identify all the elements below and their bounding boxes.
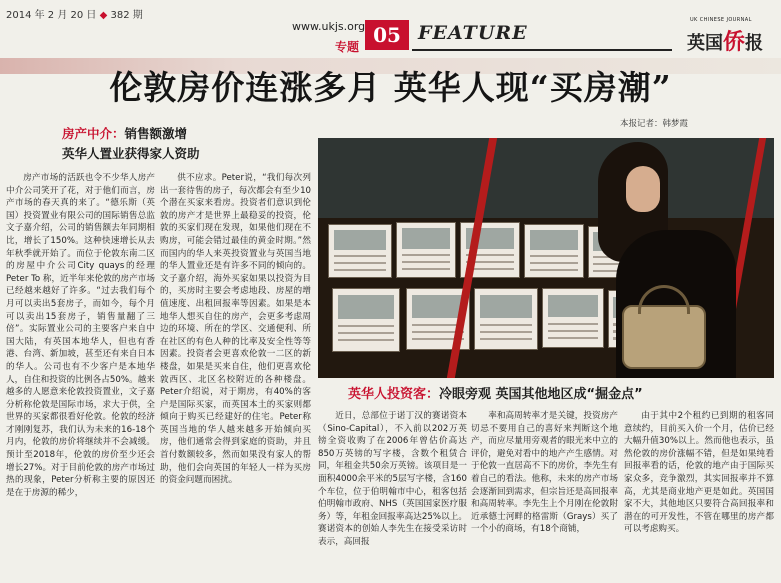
kicker: 房产中介：销售额激增 [62,126,188,141]
page-number: 05 [365,20,409,50]
handbag [622,305,706,369]
subheading: 英华人投资客：冷眼旁观 英国其他地区成“掘金点” [348,387,643,402]
body-column-3: 近日，总部位于诺丁汉的赛诺资本（Sino-Capital），不入前以202万英镑全资收购了在2006年曾估价高达850万英镑的写字楼，含数个租赁合同，年租金共50余万英镑。该项目是一面积4000余平米的5层写字楼，含160个车位，位于伯明翰市中心，租客包括伯明翰市政府、NHS（英国国家医疗服务）等，年租金回报率高达25%以上。赛诺资本的创始人李先生在接受采访时表示，高回报 [318,411,467,547]
paper-name-english: UK CHINESE JOURNAL [690,17,752,23]
reporter-byline: 本报记者：韩梦霞 [620,119,689,129]
body-column-2: 供不应求。Peter说，“我们每次列出一套待售的房子，每次都会有至少10个潜在买家来看房。投资者们意识到伦敦的房产才是世界上最稳妥的投资，伦敦的买家们现在发现，如果他们现在不购房，可能会错过最佳的黄金时期。”然而国内的华人来英投资置业与英国当地的华人置业还是有许多不同的倾向的。文子嘉介绍，海外买家如果以投资为目的，买房时主要会考虑地段、房屋的增值速度、出租回报率等因素。如果是本地华人想买自住的房产，会更多考虑周边的环境、所在的学区、交通便利、所在社区的有色人种的比率及安全性等等因素。投资者会更喜欢伦敦一二区的新楼盘，如果是买来自住，他们更喜欢伦敦西区、北区名校附近的各种楼盘。Peter介绍说，对于期房，有40%的客户是国际买家，而英国本土的买家则都倾向于购买已经建好的住宅。Peter称英国当地的华人越来越多开始倾向买房，他们通常会得到家庭的资助，并且首付数额较多，然而如果没有家人的帮助，他们会向英国的年轻人一样为买房的资金问题而困扰。 [160,173,311,486]
issue-date: 2014 年 2 月 20 日 ◆ 382 期 [6,10,143,21]
body-column-5: 由于其中2个租约已到期的租客同意续约，目前买入价一个月，估价已经大幅升值30%以上。然而他也表示，虽然伦敦的房价涨幅不错，但是如果纯看回报率看的话，伦敦的地产由于国际买家众多，竞争激烈，其实回报率并不算高，尤其是商业地产更是如此。英国国家不大，其他地区只要符合高回报率和潜在的可开发性，不管在哪里的房产都可以考虑购买。 [624,411,774,535]
website-url: www.ukjs.org [292,20,366,33]
paper-logo: 英国侨报 [687,29,764,55]
kicker-line-2: 英华人置业获得家人资助 [62,146,200,161]
body-column-1: 房产市场的活跃也令不少华人房产中介公司笑开了花，对于他们而言，房产市场的春天真的来了。“德乐斯（英国）投资置业有限公司的国际销售总监文子嘉介绍，公司的销售额去年同期相比，增长了150%。这种快速增长从去年秋季就开始了。而位于伦敦东南二区的房屋中介公司City quays的经理 Peter To 称，近半年来伦敦的房产市场已经越来越好了许多。“过去我们每个月可以卖出5套房子，而如今，每个月可以卖出15套房子，销售量翻了三倍”。实际置业公司的主要客户来自中国大陆，有英国本地华人，但也有香港、台湾、新加坡，甚至还有来自日本的华人。公司也有不少客户是本地华人，自住和投资的比例各占50%。越来越多的人愿意来伦敦投资置业，文子嘉分析称伦敦是国际市场，求大于供，全世界的买家都很看好伦敦。伦敦的经济才刚刚复苏，我们认为未来的16-18个月内，伦敦的房价将继续并不会减缓。预计至2018年，伦敦的房价至少还会增长27%。对于目前伦敦的房产市场过热的现象，Peter分析称主要的原因还是在于房源的稀少， [6,173,155,498]
topic-tag: 专题 [335,40,360,54]
body-column-4: 率和高周转率才是关键，投资房产切忌不要用自己的喜好来判断这个地产，而应尽量用旁观者的眼光来中立的评价，避免对看中的地产产生感情。对于伦敦一直居高不下的房价，李先生有着自己的看法。他称，未来的房产市场会逐渐回到需求，但宗旨还是高回报率和高周转率。李先生上个月刚在伦敦附近承德士河畔的格雷斯（Grays）买了一个小的商场，有18个商铺， [471,411,618,535]
headline: 伦敦房价连涨多月 英华人现“买房潮” [109,68,672,107]
section-title: FEATURE [418,22,528,44]
section-rule [412,49,672,51]
